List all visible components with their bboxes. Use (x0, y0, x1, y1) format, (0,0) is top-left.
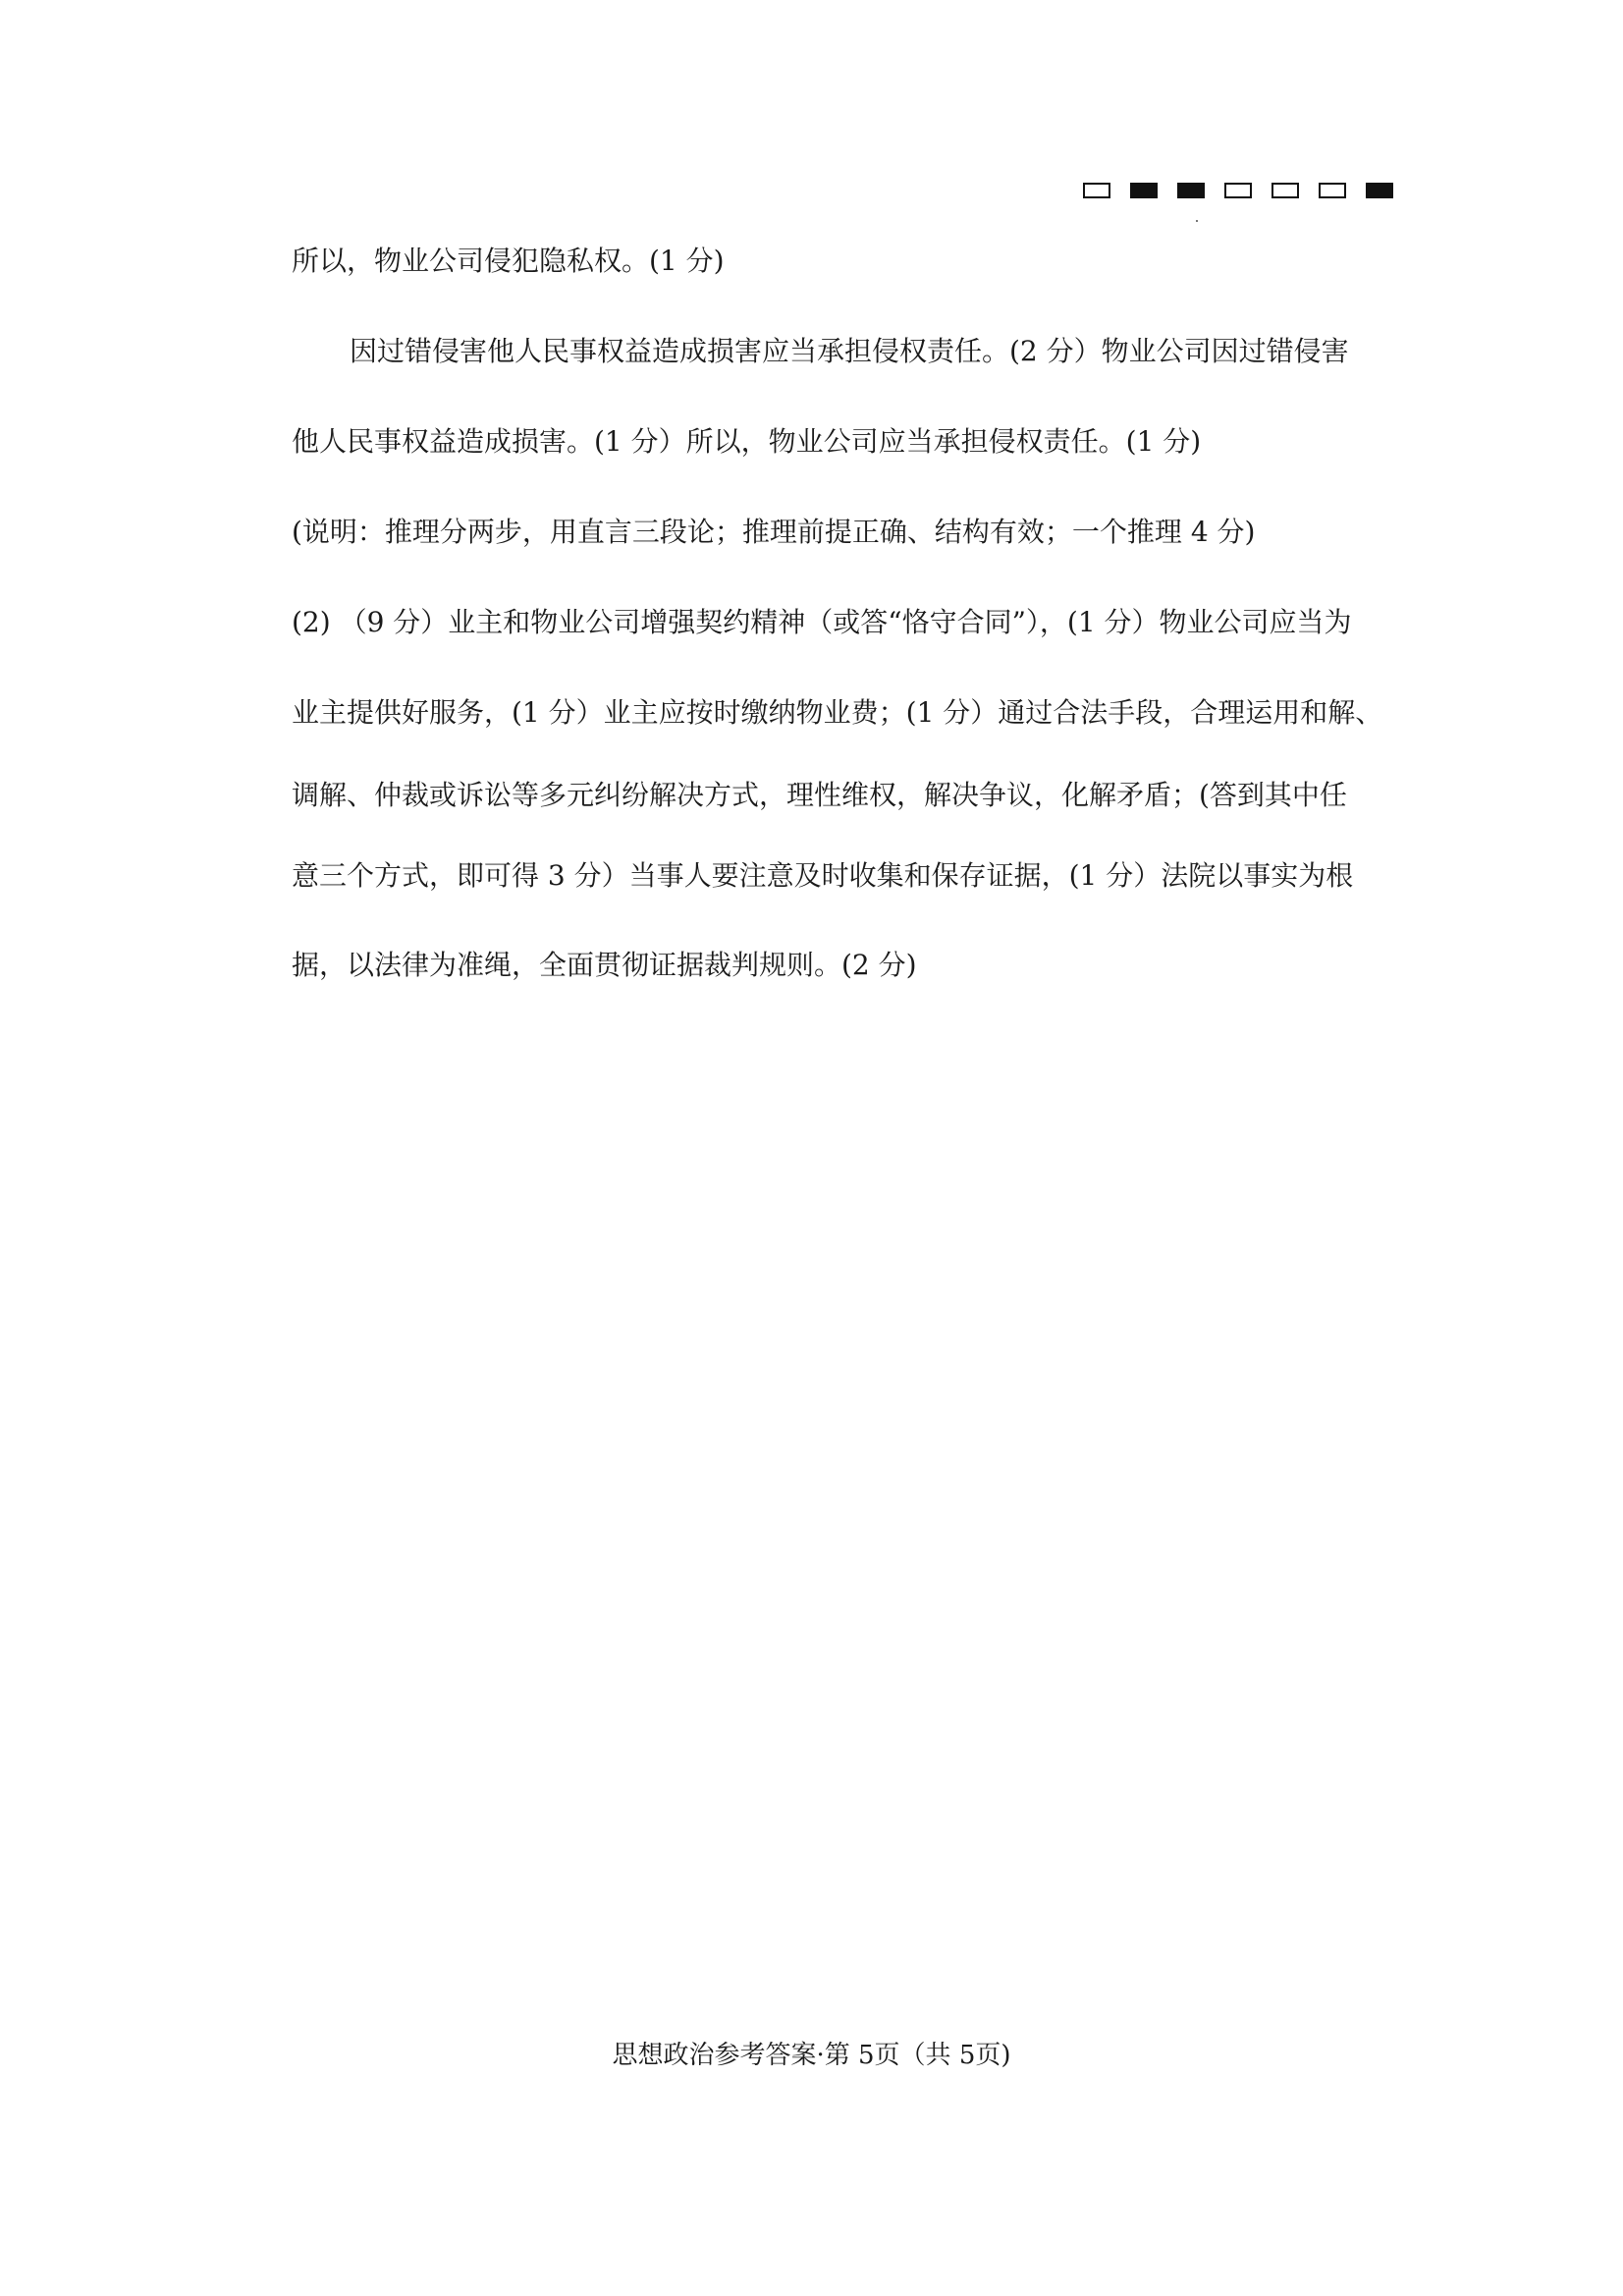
stray-dot (1196, 220, 1198, 222)
answer-line-2: 因过错侵害他人民事权益造成损害应当承担侵权责任。(2 分）物业公司因过错侵害 (350, 335, 1349, 367)
header-mark-2 (1130, 183, 1158, 198)
answer-note: (说明：推理分两步，用直言三段论；推理前提正确、结构有效；一个推理 4 分) (292, 516, 1256, 548)
header-mark-4 (1224, 183, 1252, 198)
answer-line-5: (2) （9 分）业主和物业公司增强契约精神（或答“恪守合同”），(1 分）物业公司应当为 (292, 606, 1352, 638)
answer-line-7: 调解、仲裁或诉讼等多元纠纷解决方式，理性维权，解决争议，化解矛盾；(答到其中任 (292, 779, 1347, 811)
header-mark-5 (1271, 183, 1299, 198)
answer-line-8: 意三个方式，即可得 3 分）当事人要注意及时收集和保存证据，(1 分）法院以事实为根 (292, 859, 1354, 892)
page-footer: 思想政治参考答案·第 5页（共 5页) (612, 2041, 1011, 2070)
header-mark-1 (1083, 183, 1110, 198)
answer-line-1: 所以，物业公司侵犯隐私权。(1 分) (292, 245, 725, 277)
header-mark-3 (1177, 183, 1205, 198)
header-mark-7 (1366, 183, 1393, 198)
answer-line-3: 他人民事权益造成损害。(1 分）所以，物业公司应当承担侵权责任。(1 分) (292, 425, 1202, 458)
header-mark-6 (1319, 183, 1346, 198)
answer-line-6: 业主提供好服务，(1 分）业主应按时缴纳物业费；(1 分）通过合法手段，合理运用和解、 (292, 696, 1383, 729)
answer-line-9: 据，以法律为准绳，全面贯彻证据裁判规则。(2 分) (292, 949, 917, 981)
